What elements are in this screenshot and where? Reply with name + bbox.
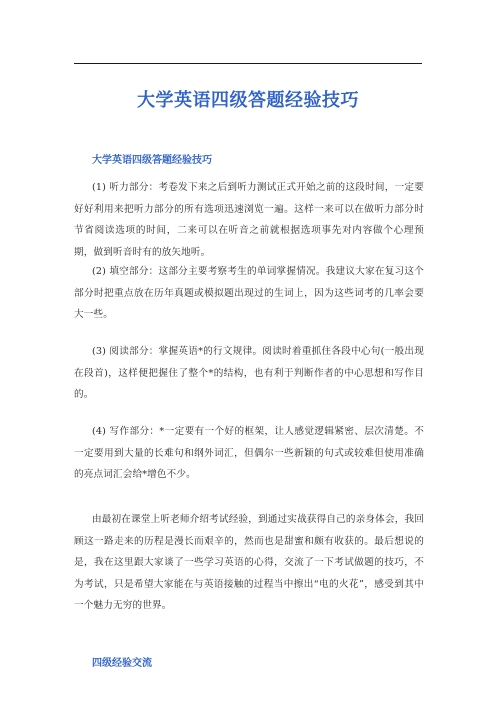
paragraph-listening: (1) 听力部分：考卷发下来之后到听力测试正式开始之前的这段时间，一定要好好利用来把听力部分的所有选项迅速浏览一遍。这样一来可以在做听力部分时节省阅读选项的时间，二来可以在听音之前就根据选项事先对内容做个心理预期，做到听音时有的放矢地听。 [74, 182, 424, 258]
section-heading-exchange: 四级经验交流 [92, 658, 152, 669]
document-title: 大学英语四级答题经验技巧 [137, 90, 359, 111]
paragraph-conclusion: 由最初在课堂上听老师介绍考试经验，到通过实战获得自己的亲身体会，我回顾这一路走来的历程是漫长而艰辛的，然而也是甜蜜和颇有收获的。最后想说的是，我在这里跟大家谈了一些学习英语的心得，交流了一下考试做题的技巧，不为考试，只是希望大家能在与英语接触的过程当中擦出“电的火花”，感受到其中一个魅力无穷的世界。 [74, 514, 424, 611]
paragraph-reading: (3) 阅读部分：掌握英语*的行文规律。阅读时着重抓住各段中心句(一般出现在段首)，这样便把握住了整个*的结构，也有利于判断作者的中心思想和写作目的。 [74, 346, 424, 400]
section-heading-tips: 大学英语四级答题经验技巧 [92, 155, 212, 166]
paragraph-writing: (4) 写作部分：*一定要有一个好的框架，让人感觉逻辑紧密、层次清楚。不一定要用到大量的长难句和纲外词汇，但偶尔一些新颖的句式或较难但使用准确的亮点词汇会给*增色不少。 [74, 426, 424, 480]
paragraph-cloze: (2) 填空部分：这部分主要考察考生的单词掌握情况。我建议大家在复习这个部分时把重点放在历年真题或模拟题出现过的生词上，因为这些词考的几率会要大一些。 [74, 266, 424, 320]
header-rule [74, 63, 422, 64]
